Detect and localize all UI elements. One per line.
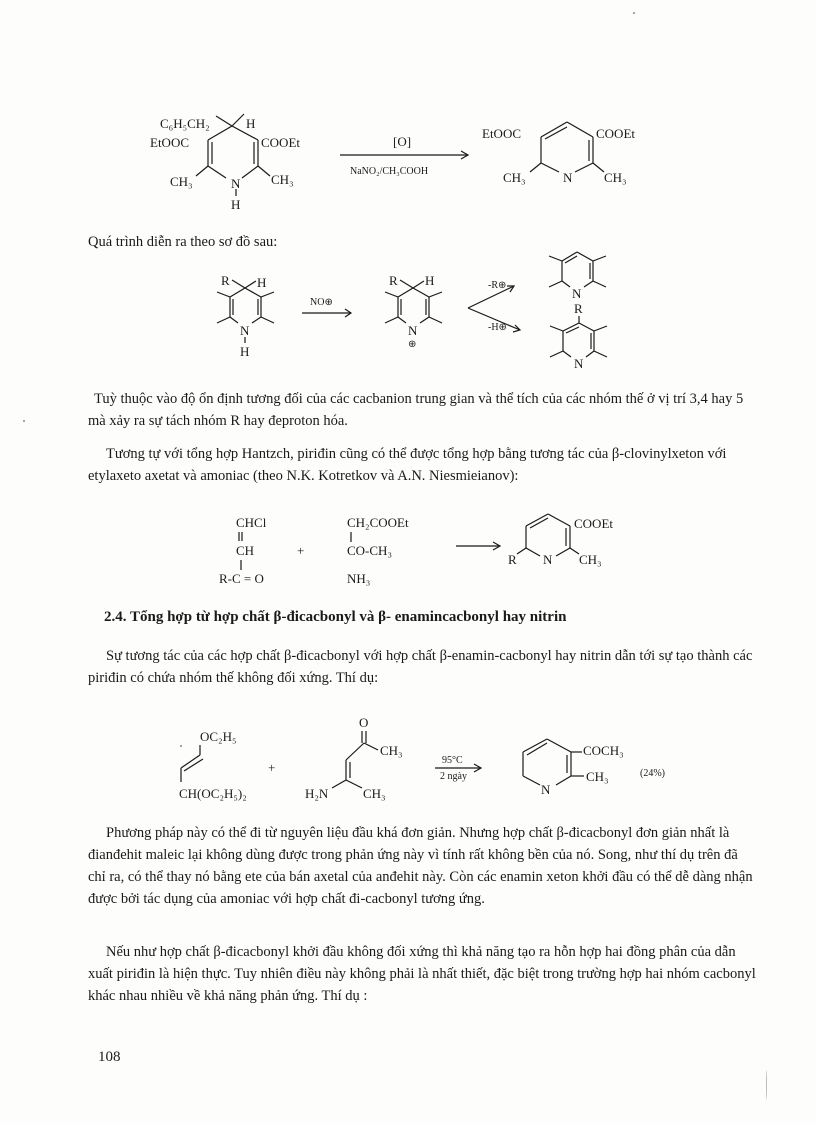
nitrogen: N xyxy=(231,176,241,191)
reaction-arrow-4 xyxy=(435,755,481,782)
scan-speck xyxy=(633,12,635,14)
paragraph-selectivity: Tuỳ thuộc vào độ ổn định tương đối của các cacbanion trung gian và thể tích của các nhóm thế ở vị trí 3,4 hay 5 mà xảy ra sự tách nhóm R hay đeproton hóa. xyxy=(88,391,744,429)
page-number: 108 xyxy=(98,1049,121,1065)
product-methyl-right: CH₃ xyxy=(604,170,627,185)
methyl-substituent: CH₃ xyxy=(586,769,609,784)
paragraph-mechanism-intro: Quá trình diễn ra theo sơ đồ sau: xyxy=(88,234,278,250)
paragraph-method-notes: Phương pháp này có thể đi từ nguyên liệu đầu khá đơn giản. Nhưng hợp chất β-đicacbonyl đơn giản nhất là đianđehit maleic lại không dùng được trong phản ứng này vì tính rất không bền của nó. Song, như thí dụ trên đã chỉ ra, có thể thay nó bằng ete của bán axetal của anđehit này. Còn các enamin xeton khởi đầu có thể dễ dàng nhận được bởi tác dụng của amoniac với hợp chất đi-cacbonyl tương ứng. xyxy=(88,825,753,907)
r-group: R xyxy=(221,273,230,288)
product-ester: COOEt xyxy=(574,516,613,531)
r-group-2: R xyxy=(389,273,398,288)
carbonyl-oxygen: O xyxy=(359,715,369,730)
methyl-top: CH₃ xyxy=(380,743,403,758)
benzyl-group: C₆H₅CH₂ xyxy=(160,116,210,131)
h-atom-2: H xyxy=(257,275,267,290)
nitrogen-4: N xyxy=(572,286,582,301)
scan-speck xyxy=(766,1070,767,1100)
ester-right: COOEt xyxy=(261,135,300,150)
nitrogen-2: N xyxy=(240,323,250,338)
ch-group: CH xyxy=(236,543,255,558)
product-nitrogen: N xyxy=(563,170,573,185)
ethoxy-group: OC₂H₅ xyxy=(200,729,237,744)
plus-sign-2: + xyxy=(268,760,276,775)
product-ester-left: EtOOC xyxy=(482,126,521,141)
product-nitrogen-4: N xyxy=(541,782,551,797)
loss-of-h: -H⊕ xyxy=(488,322,507,333)
section-heading: 2.4. Tổng hợp từ hợp chất β-đicacbonyl và β- enamincacbonyl hay nitrin xyxy=(104,609,567,625)
acetal-ether-reactant xyxy=(179,729,247,801)
acetal-group: CH(OC₂H₅)₂ xyxy=(179,786,247,801)
methyl-bottom: CH₃ xyxy=(363,786,386,801)
temperature-condition: 95°C xyxy=(442,755,463,766)
h-atom: H xyxy=(246,116,256,131)
plus-sign-1: + xyxy=(297,543,305,558)
product-ester-right: COOEt xyxy=(596,126,635,141)
enaminoketone-reactant xyxy=(305,715,403,801)
nitrogen-3: N xyxy=(408,323,418,338)
product-nitrogen-3: N xyxy=(543,552,553,567)
nitrosonium-reagent: NO⊕ xyxy=(310,297,333,308)
acetyl-group: CO-CH₃ xyxy=(347,543,392,558)
paragraph-kotretkov: Tương tự với tổng hợp Hantzch, piriđin cũng có thể được tổng hợp bằng tương tác của β-clovinylxeton với etylaxeto axetat và amoniac (theo N.K. Kotretkov và A.N. Niesmieianov): xyxy=(88,446,727,484)
chcl-group: CHCl xyxy=(236,515,267,530)
positive-charge: ⊕ xyxy=(408,339,417,350)
loss-of-r: -R⊕ xyxy=(488,280,507,291)
acetyl-substituent: COCH₃ xyxy=(583,743,624,758)
reaction-yield: (24%) xyxy=(640,768,665,779)
paragraph-dicarbonyl: Sự tương tác của các hợp chất β-đicacbonyl với hợp chất β-enamin-cacbonyl hay nitrin dẫn tới sự tạo thành các piriđin có chứa nhóm thế không đối xứng. Thí dụ: xyxy=(88,648,753,686)
ketone-group: R-C = O xyxy=(219,571,264,586)
nh-hydrogen-2: H xyxy=(240,344,250,359)
scan-speck xyxy=(180,745,182,747)
r-group-3: R xyxy=(574,301,583,316)
nh-hydrogen: H xyxy=(231,197,241,212)
scan-speck xyxy=(23,420,25,422)
product-methyl: CH₃ xyxy=(579,552,602,567)
ammonia: NH₃ xyxy=(347,571,371,586)
acetylpyridine-product xyxy=(523,739,665,797)
nitrogen-5: N xyxy=(574,356,584,371)
h-atom-3: H xyxy=(425,273,435,288)
methyl-left: CH₃ xyxy=(170,174,193,189)
reagent-nitrite: NaNO₂/CH₃COOH xyxy=(350,166,429,177)
ch2cooet-group: CH₂COOEt xyxy=(347,515,409,530)
product-methyl-left: CH₃ xyxy=(503,170,526,185)
paragraph-unsymmetrical: Nếu như hợp chất β-đicacbonyl khởi đầu không đối xứng thì khả năng tạo ra hỗn hợp hai đồng phân của dẫn xuất piriđin là hiện thực. Tuy nhiên điều này không phải là nhất thiết, đặc biệt trong trường hợp hai nhóm cacbonyl khác nhau nhiều về khả năng phản ứng. Thí dụ : xyxy=(88,944,756,1004)
methyl-right: CH₃ xyxy=(271,172,294,187)
product-r: R xyxy=(508,552,517,567)
ester-left: EtOOC xyxy=(150,135,189,150)
time-condition: 2 ngày xyxy=(440,771,467,782)
amino-group: H₂N xyxy=(305,786,329,801)
reagent-oxidant: [O] xyxy=(393,134,412,149)
